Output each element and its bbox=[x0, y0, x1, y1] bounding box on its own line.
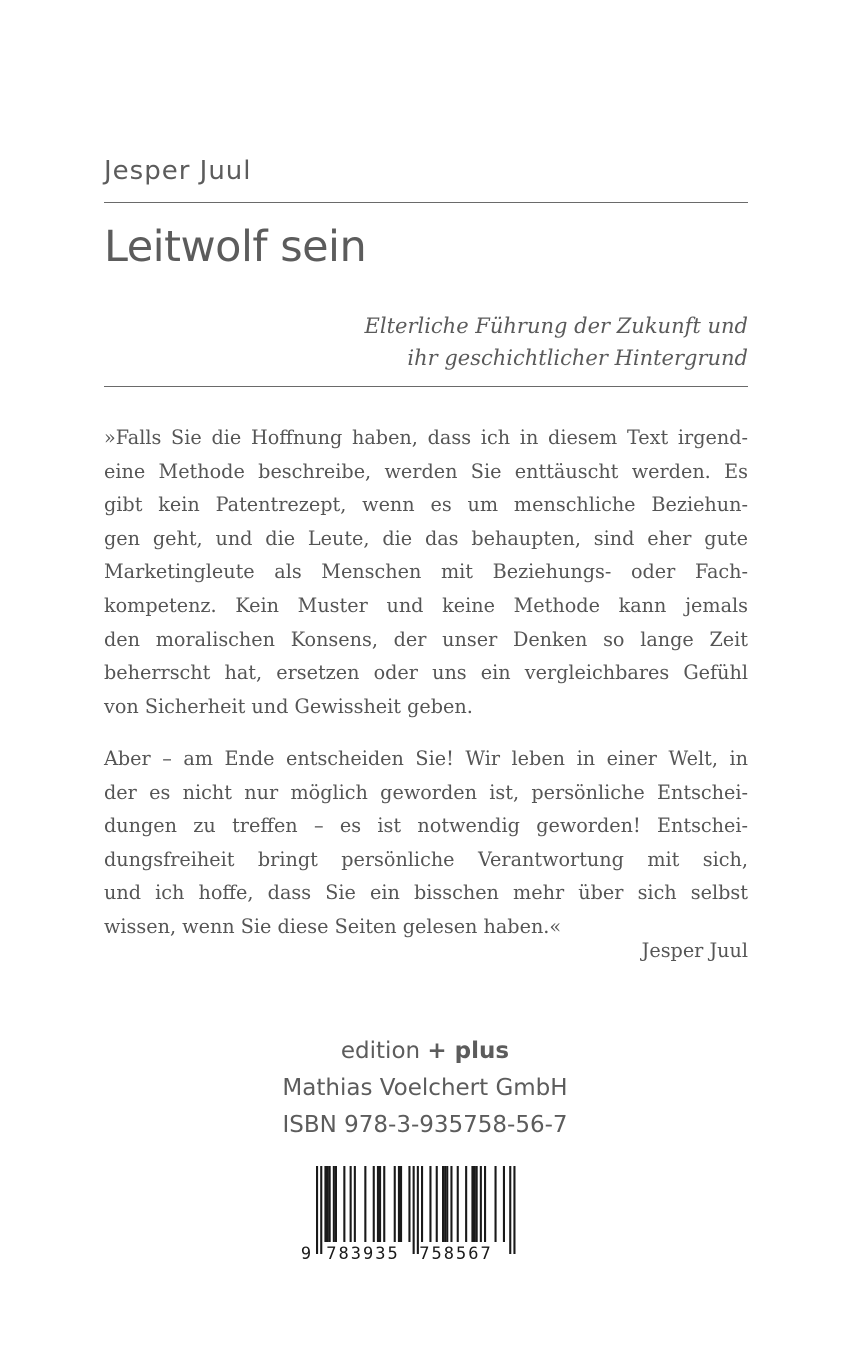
barcode-bar bbox=[408, 1166, 410, 1242]
author-name: Jesper Juul bbox=[104, 156, 252, 186]
barcode-digit-prefix: 9 bbox=[300, 1244, 312, 1262]
barcode-bar bbox=[383, 1166, 385, 1242]
imprint-logo bbox=[0, 1033, 850, 1070]
barcode-bar bbox=[476, 1166, 478, 1242]
barcode-bar bbox=[316, 1166, 318, 1254]
text-line: dungen zu treffen – es ist notwendig geworden! Entschei- bbox=[104, 814, 748, 838]
barcode-digit-right: 758567 bbox=[419, 1244, 493, 1262]
text-line: kompetenz. Kein Muster und keine Methode kann jemals bbox=[104, 593, 748, 617]
barcode-bar bbox=[417, 1166, 419, 1254]
quote-paragraph-1 bbox=[104, 421, 748, 723]
barcode-bar bbox=[333, 1166, 335, 1242]
barcode-bar bbox=[471, 1166, 473, 1242]
text-line: dungsfreiheit bringt persönliche Verantwortung mit sich, bbox=[104, 847, 748, 871]
barcode-bar bbox=[354, 1166, 356, 1242]
subtitle-line: ihr geschichtlicher Hintergrund bbox=[407, 346, 748, 370]
barcode-bar bbox=[379, 1166, 381, 1242]
imprint-plus: + plus bbox=[427, 1038, 510, 1064]
barcode-bar bbox=[343, 1166, 345, 1242]
barcode-bar bbox=[484, 1166, 486, 1242]
barcode-bar bbox=[465, 1166, 467, 1242]
text-line: beherrscht hat, ersetzen oder uns ein vergleichbares Gefühl bbox=[104, 661, 748, 685]
barcode-bar bbox=[436, 1166, 438, 1242]
barcode-bar bbox=[398, 1166, 400, 1242]
top-divider bbox=[104, 202, 748, 203]
barcode-bar bbox=[350, 1166, 352, 1242]
barcode-bar bbox=[444, 1166, 446, 1242]
publisher-company: Mathias Voelchert GmbH bbox=[282, 1075, 568, 1101]
barcode-bar bbox=[503, 1166, 505, 1242]
quote-signature: Jesper Juul bbox=[641, 939, 748, 962]
barcode-bar bbox=[442, 1166, 444, 1242]
barcode-bar bbox=[373, 1166, 375, 1242]
isbn-barcode bbox=[296, 1166, 520, 1262]
barcode-bar bbox=[400, 1166, 402, 1242]
barcode-bars bbox=[316, 1166, 516, 1254]
barcode-bar bbox=[327, 1166, 329, 1242]
barcode-bar bbox=[509, 1166, 511, 1254]
quote-paragraph-2 bbox=[104, 742, 748, 944]
barcode-bar bbox=[457, 1166, 459, 1242]
book-subtitle bbox=[188, 310, 748, 374]
barcode-bar bbox=[446, 1166, 448, 1242]
barcode-bar bbox=[394, 1166, 396, 1242]
barcode-bar bbox=[450, 1166, 452, 1242]
barcode-bar bbox=[377, 1166, 379, 1242]
text-line: Aber – am Ende entscheiden Sie! Wir leben in einer Welt, in bbox=[104, 747, 748, 770]
imprint-prefix: edition bbox=[340, 1038, 421, 1064]
text-line: gen geht, und die Leute, die das behaupten, sind eher gute bbox=[104, 526, 748, 550]
text-line: eine Methode beschreibe, werden Sie enttäuscht werden. Es bbox=[104, 459, 748, 483]
text-line: »Falls Sie die Hoffnung haben, dass ich in diesem Text irgend- bbox=[104, 426, 748, 449]
barcode-bar bbox=[474, 1166, 476, 1242]
text-line: den moralischen Konsens, der unser Denken so lange Zeit bbox=[104, 627, 748, 651]
text-line: von Sicherheit und Gewissheit geben. bbox=[104, 694, 473, 718]
barcode-bar bbox=[413, 1166, 415, 1254]
barcode-digit-left: 783935 bbox=[326, 1244, 400, 1262]
subtitle-line: Elterliche Führung der Zukunft und bbox=[364, 314, 748, 338]
barcode-bar bbox=[495, 1166, 497, 1242]
subtitle-divider bbox=[104, 386, 748, 387]
barcode-bar bbox=[421, 1166, 423, 1242]
isbn-number: ISBN 978-3-935758-56-7 bbox=[282, 1112, 568, 1138]
text-line: und ich hoffe, dass Sie ein bisschen mehr über sich selbst bbox=[104, 881, 748, 905]
barcode-bar bbox=[320, 1166, 322, 1254]
text-line: Marketingleute als Menschen mit Beziehungs- oder Fach- bbox=[104, 560, 748, 584]
text-line: gibt kein Patentrezept, wenn es um menschliche Beziehun- bbox=[104, 493, 748, 517]
text-line: wissen, wenn Sie diese Seiten gelesen haben.« bbox=[104, 914, 562, 938]
barcode-bar bbox=[324, 1166, 326, 1242]
text-line: der es nicht nur möglich geworden ist, persönliche Entschei- bbox=[104, 780, 748, 804]
barcode-bar bbox=[329, 1166, 331, 1242]
barcode-bar bbox=[335, 1166, 337, 1242]
barcode-bar bbox=[364, 1166, 366, 1242]
barcode-bar bbox=[480, 1166, 482, 1242]
publisher-block bbox=[0, 1033, 850, 1144]
barcode-bar bbox=[513, 1166, 515, 1254]
book-title: Leitwolf sein bbox=[104, 222, 367, 272]
barcode-bar bbox=[429, 1166, 431, 1242]
